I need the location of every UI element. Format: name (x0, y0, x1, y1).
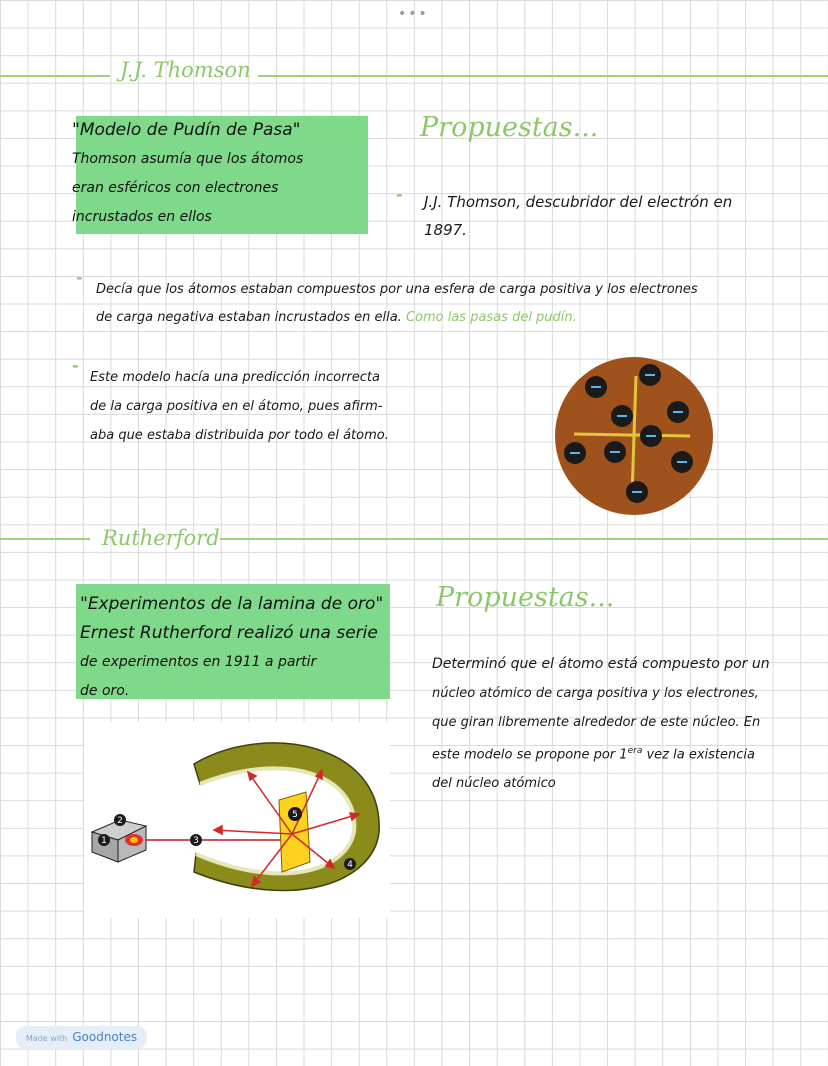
text-line: Determinó que el átomo está compuesto por un (432, 656, 770, 672)
section-title-rutherford: Rutherford (102, 526, 220, 550)
bullet-dash: - (72, 356, 79, 375)
text-line: vez la existencia (646, 747, 755, 763)
ordinal-superscript: era (627, 746, 643, 756)
text-line: este modelo se propone por (432, 747, 616, 763)
electron (604, 441, 626, 463)
highlight-line: eran esféricos con electrones (72, 180, 279, 196)
bullet-dash: - (396, 185, 403, 204)
electron (626, 481, 648, 503)
electron (640, 425, 662, 447)
atom-line (574, 434, 690, 436)
text-line: núcleo atómico de carga positiva y los electrones, (432, 686, 759, 701)
electron (667, 401, 689, 423)
section-rule-left (0, 538, 90, 540)
electron (639, 364, 661, 386)
text-line: J.J. Thomson, descubridor del electrón en (424, 193, 733, 211)
gold-foil-experiment-diagram (84, 722, 390, 918)
screen-inner (196, 768, 354, 873)
thomson-point-2 (96, 276, 698, 332)
diagram-label: 5 (292, 810, 298, 820)
made-with-goodnotes-badge[interactable] (16, 1026, 147, 1049)
diagram-label: 2 (117, 816, 123, 826)
electron (585, 376, 607, 398)
electron (671, 451, 693, 473)
text-line: Este modelo hacía una predicción incorrecta (90, 370, 380, 385)
thomson-point-1 (424, 188, 732, 244)
rutherford-body (432, 650, 812, 798)
text-line: del núcleo atómico (432, 776, 556, 792)
electron (564, 442, 586, 464)
section-title-thomson: J.J. Thomson (120, 58, 251, 82)
diagram-label: 3 (193, 836, 199, 846)
rutherford-highlight-text (80, 590, 392, 706)
section-rule-right (258, 75, 828, 77)
highlight-line: Thomson asumía que los átomos (72, 151, 304, 167)
diagram-label: 1 (101, 836, 107, 846)
propuestas-heading: Propuestas... (436, 582, 615, 613)
page-menu-dots[interactable]: ••• (398, 6, 429, 22)
green-note: Como las pasas del pudín. (405, 310, 577, 325)
text-line: que giran libremente alrededor de este núcleo. En (432, 715, 761, 730)
highlight-line: "Modelo de Pudín de Pasa" (72, 120, 301, 140)
goodnotes-logo-text: Goodnotes (72, 1030, 138, 1044)
section-rule-left (0, 75, 110, 77)
text-line: de la carga positiva en el átomo, pues afirm- (90, 399, 383, 414)
thomson-highlight-text (72, 116, 372, 232)
thomson-point-3 (90, 363, 389, 450)
text-line: de carga negativa estaban incrustados en ella. (96, 310, 402, 325)
diagram-label: 4 (347, 860, 353, 870)
section-rule-right (220, 538, 828, 540)
text-line: aba que estaba distribuida por todo el átomo. (90, 428, 389, 443)
highlight-line: incrustados en ellos (72, 209, 212, 225)
plum-pudding-atom-illustration (552, 356, 718, 516)
highlight-line: Ernest Rutherford realizó una serie (80, 623, 378, 643)
highlight-line: de oro. (80, 683, 130, 699)
electron (611, 405, 633, 427)
highlight-line: "Experimentos de la lamina de oro" (80, 594, 384, 614)
text-line: 1897. (424, 221, 467, 239)
ordinal-number: 1 (619, 747, 628, 763)
propuestas-heading: Propuestas... (420, 112, 599, 143)
highlight-line: de experimentos en 1911 a partir (80, 654, 317, 670)
text-line: Decía que los átomos estaban compuestos por una esfera de carga positiva y los electrones (96, 282, 698, 297)
bullet-dash: - (76, 268, 83, 287)
made-with-label: Made with (25, 1034, 68, 1043)
